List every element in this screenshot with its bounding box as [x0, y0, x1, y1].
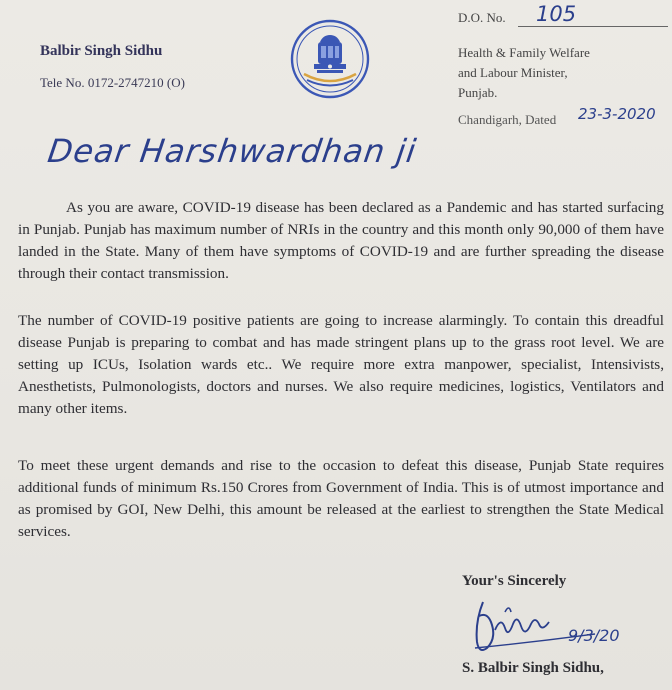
- national-emblem-icon: [287, 12, 373, 102]
- designation-line: Health & Family Welfare: [458, 45, 590, 60]
- closing-line: Your's Sincerely: [462, 573, 567, 589]
- telephone-number: Tele No. 0172-2747210 (O): [40, 75, 185, 90]
- do-label: D.O. No.: [458, 10, 506, 25]
- dated-line: [458, 105, 656, 128]
- dated-label: Chandigarh, Dated: [458, 112, 557, 127]
- do-number-line: [458, 2, 577, 26]
- sender-name: Balbir Singh Sidhu: [40, 43, 163, 59]
- designation-line: Punjab.: [458, 85, 498, 100]
- signer-name: S. Balbir Singh Sidhu,: [462, 660, 604, 676]
- handwritten-salutation: Dear Harshwardhan ji: [45, 132, 420, 170]
- designation-block: [458, 43, 668, 103]
- body-paragraph: As you are aware, COVID-19 disease has been declared as a Pandemic and has started surfacing in Punjab. Punjab has maximum number of NRIs in the country and this month only 90,000 of them have landed in the State. Many of them have symptoms of COVID-19 and are further spreading the disease through their contact transmission.: [18, 199, 664, 282]
- do-number: 105: [536, 2, 577, 26]
- dated-value: 23-3-2020: [578, 105, 656, 123]
- handwritten-signature: [455, 590, 655, 660]
- body-paragraph: To meet these urgent demands and rise to the occasion to defeat this disease, Punjab State requires additional funds of minimum Rs.150 Crores from Government of India. This is of utmost importance and as promised by GOI, New Delhi, this amount be released at the earliest to strengthen the State Medical services.: [18, 457, 664, 540]
- signature-date: 9/3/20: [568, 626, 620, 645]
- designation-line: and Labour Minister,: [458, 65, 568, 80]
- body-paragraph: The number of COVID-19 positive patients are going to increase alarmingly. To contain this dreadful disease Punjab is preparing to combat and has made stringent plans up to the grass root level. We are setting up ICUs, Isolation wards etc.. We require more extra manpower, specialist, Intensivists, Anesthetists, Pulmonologists, doctors and nurses. We also require medicines, logistics, Ventilators and many other items.: [18, 312, 664, 417]
